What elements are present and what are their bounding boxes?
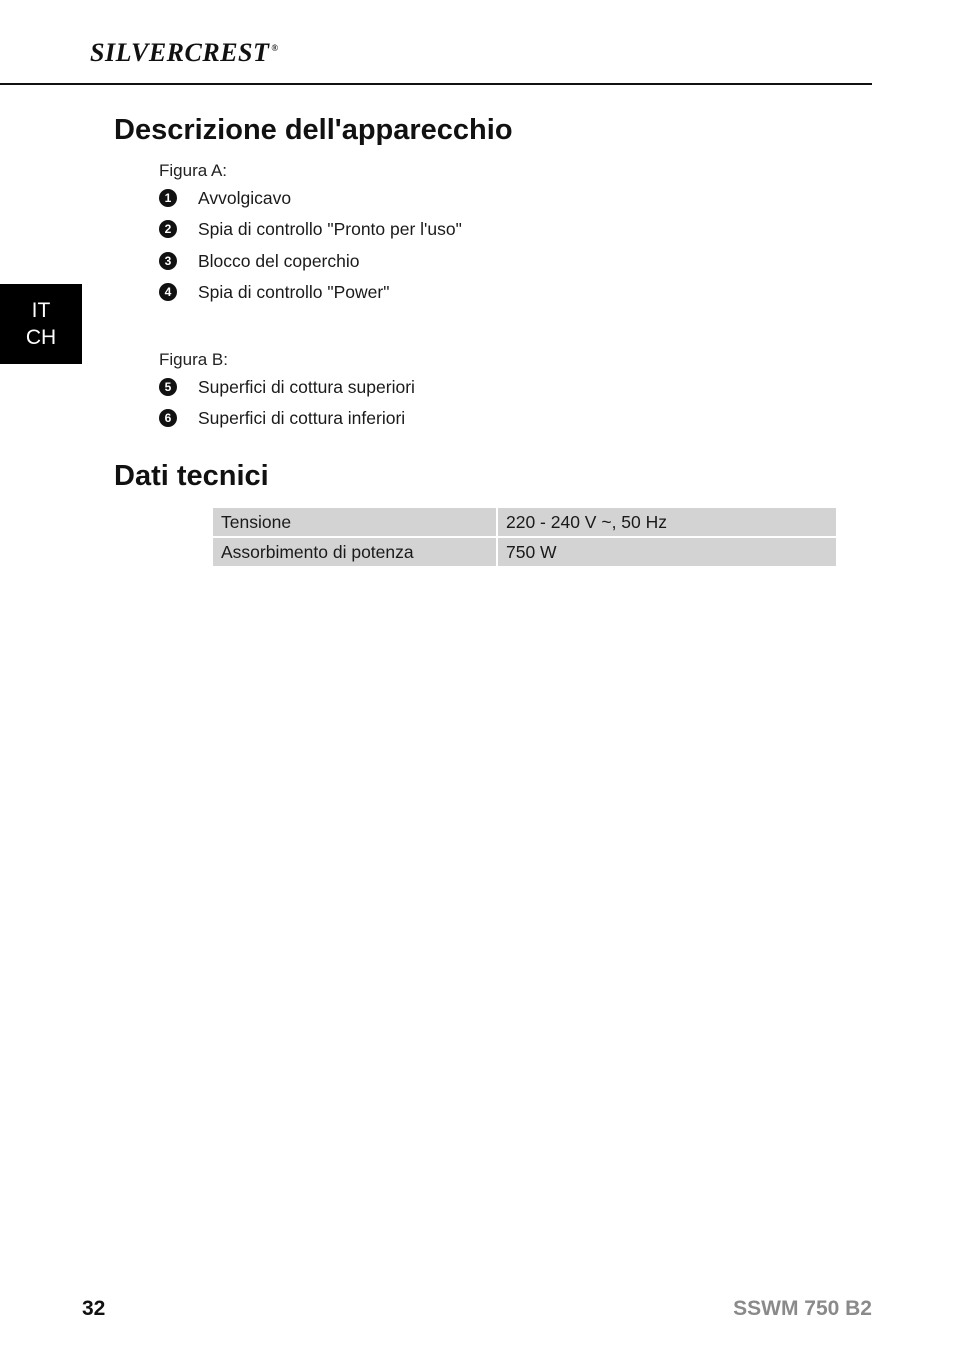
spec-key: Assorbimento di potenza	[212, 537, 497, 567]
table-row	[212, 537, 837, 567]
language-code-it: IT	[31, 299, 51, 322]
header-rule	[0, 83, 872, 85]
list-item-text: Spia di controllo "Power"	[198, 281, 390, 302]
section-title-tech: Dati tecnici	[114, 460, 269, 492]
spec-value: 220 - 240 V ~, 50 Hz	[497, 507, 837, 537]
spec-value: 750 W	[497, 537, 837, 567]
spec-key: Tensione	[212, 507, 497, 537]
number-badge-icon: 2	[159, 220, 177, 238]
number-badge-icon: 3	[159, 252, 177, 270]
model-name: SSWM 750 B2	[733, 1297, 872, 1320]
list-item	[159, 218, 462, 240]
number-badge-icon: 5	[159, 378, 177, 396]
figure-b-label: Figura B:	[159, 350, 228, 369]
brand-logo	[90, 38, 279, 68]
list-item-text: Spia di controllo "Pronto per l'uso"	[198, 218, 462, 239]
figure-a-label: Figura A:	[159, 161, 228, 180]
brand-name: SILVERCREST	[90, 38, 270, 67]
list-item	[159, 187, 291, 209]
language-code-ch: CH	[25, 326, 57, 349]
list-item-text: Avvolgicavo	[198, 187, 292, 208]
list-item	[159, 281, 389, 303]
table-row	[212, 507, 837, 537]
number-badge-icon: 4	[159, 283, 177, 301]
section-title-description: Descrizione dell'apparecchio	[114, 114, 513, 146]
language-tab	[0, 284, 82, 364]
list-item-text: Superfici di cottura superiori	[198, 376, 415, 397]
list-item	[159, 250, 359, 272]
list-item	[159, 407, 405, 429]
number-badge-icon: 6	[159, 409, 177, 427]
list-item-text: Superfici di cottura inferiori	[198, 407, 406, 428]
list-item-text: Blocco del coperchio	[198, 250, 360, 271]
number-badge-icon: 1	[159, 189, 177, 207]
list-item	[159, 376, 415, 398]
registered-mark: ®	[271, 43, 279, 54]
specs-table	[211, 506, 838, 568]
page-number: 32	[82, 1297, 106, 1320]
